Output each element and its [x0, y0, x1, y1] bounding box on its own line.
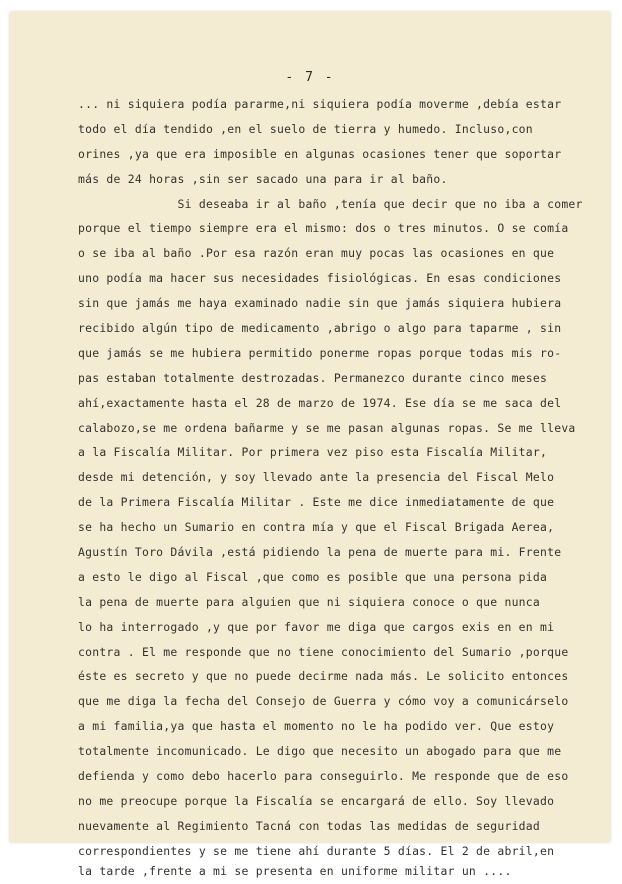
- text-line: defienda y como debo hacerlo para conseguirlo. Me responde que de eso: [78, 769, 569, 784]
- paragraph-start-line: Si deseaba ir al baño ,tenía que decir que no iba a comer: [78, 196, 583, 211]
- text-line: porque el tiempo siempre era el mismo: dos o tres minutos. O se comía: [78, 221, 569, 236]
- text-line: nuevamente al Regimiento Tacná con todas las medidas de seguridad: [78, 818, 541, 833]
- document-page: [10, 12, 610, 878]
- text-line: de la Primera Fiscalía Militar . Este me dice inmediatamente de que: [78, 495, 555, 510]
- text-line: totalmente incomunicado. Le digo que necesito un abogado para que me: [78, 744, 562, 759]
- text-line: sin que jamás me haya examinado nadie sin que jamás siquiera hubiera: [78, 296, 562, 311]
- text-line: se ha hecho un Sumario en contra mía y que el Fiscal Brigada Aerea,: [78, 520, 555, 535]
- text-line: la pena de muerte para alguien que ni siquiera conoce o que nunca: [78, 594, 541, 609]
- text-line: a esto le digo al Fiscal ,que como es posible que una persona pida: [78, 569, 548, 584]
- text-line: desde mi detención, y soy llevado ante la presencia del Fiscal Melo: [78, 470, 555, 485]
- text-line: uno podía ma hacer sus necesidades fisiológicas. En esas condiciones: [78, 271, 562, 286]
- text-line: Agustín Toro Dávila ,está pidiendo la pena de muerte para mi. Frente: [78, 545, 562, 560]
- page-number: - 7 -: [285, 70, 335, 85]
- text-line: ... ni siquiera podía pararme,ni siquiera podía moverme ,debía estar: [78, 97, 562, 111]
- text-line: recibido algún tipo de medicamento ,abrigo o algo para taparme , sin: [78, 321, 562, 336]
- text-line: correspondientes y se me tiene ahí durante 5 días. El 2 de abril,en: [78, 843, 555, 858]
- text-line: ahí,exactamente hasta el 28 de marzo de 1974. Ese día se me saca del: [78, 395, 562, 410]
- text-line: que jamás se me hubiera permitido ponerme ropas porque todas mis ro-: [78, 345, 562, 360]
- text-line: a la Fiscalía Militar. Por primera vez piso esta Fiscalía Militar,: [78, 445, 548, 460]
- body-text: [78, 92, 594, 884]
- text-line: éste es secreto y que no puede decirme nada más. Le solicito entonces: [78, 669, 569, 684]
- text-line: la tarde ,frente a mi se presenta en uniforme militar un ....: [78, 863, 512, 878]
- text-line: más de 24 horas ,sin ser sacado una para ir al baño.: [78, 171, 448, 186]
- text-line: o se iba al baño .Por esa razón eran muy pocas las ocasiones en que: [78, 246, 555, 261]
- text-line: calabozo,se me ordena bañarme y se me pasan algunas ropas. Se me lleva: [78, 420, 576, 435]
- text-line: que me diga la fecha del Consejo de Guerra y cómo voy a comunicárselo: [78, 694, 569, 709]
- text-line: orines ,ya que era imposible en algunas ocasiones tener que soportar: [78, 146, 562, 161]
- text-line: lo ha interrogado ,y que por favor me diga que cargos exis en en mi: [78, 619, 555, 634]
- text-line: contra . El me responde que no tiene conocimiento del Sumario ,porque: [78, 644, 569, 659]
- text-line: todo el día tendido ,en el suelo de tierra y humedo. Incluso,con: [78, 121, 533, 136]
- text-line: a mi familia,ya que hasta el momento no le ha podido ver. Que estoy: [78, 719, 555, 734]
- text-line: no me preocupe porque la Fiscalía se encargará de ello. Soy llevado: [78, 793, 555, 808]
- text-line: pas estaban totalmente destrozadas. Permanezco durante cinco meses: [78, 370, 548, 385]
